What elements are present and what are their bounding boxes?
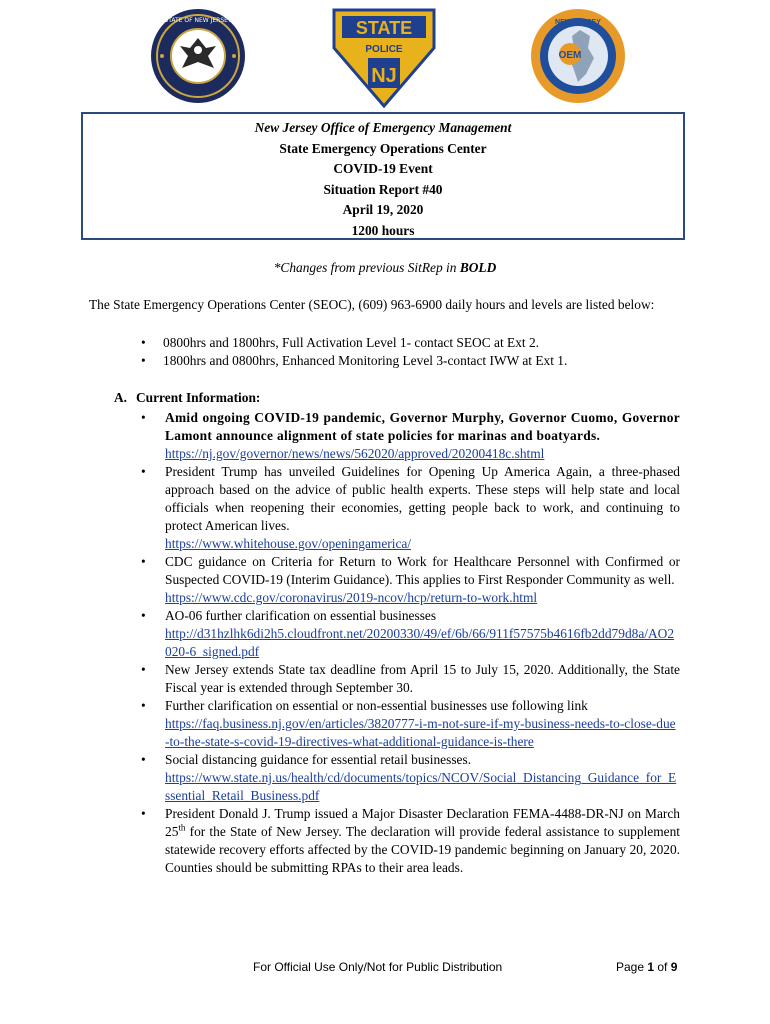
hours-list	[141, 334, 683, 370]
bold-word: BOLD	[459, 260, 497, 275]
item-text: President Trump has unveiled Guidelines for Opening Up America Again, a three-phased approach based on the advice of public health experts. These steps will help state and local officials when reopening their economies, getting people back to work, and continuing to protect American lives.	[165, 464, 680, 533]
seal-text: STATE OF NEW JERSEY	[164, 17, 232, 24]
bullet-icon: •	[141, 698, 146, 713]
bullet-icon: •	[141, 353, 146, 368]
badge-state-text: STATE	[355, 18, 413, 38]
changes-note: *Changes from previous SitRep in BOLD	[273, 260, 497, 275]
bullet-icon: •	[141, 410, 146, 425]
header-center: State Emergency Operations Center	[279, 140, 487, 156]
item-link[interactable]: https://www.whitehouse.gov/openingamerica/	[165, 536, 412, 551]
list-item	[141, 697, 680, 751]
item-link[interactable]: https://www.cdc.gov/coronavirus/2019-ncov/hcp/return-to-work.html	[165, 590, 538, 605]
header-event: COVID-19 Event	[333, 161, 433, 177]
item-link[interactable]: http://d31hzlhk6di2h5.cloudfront.net/20200330/49/ef/6b/66/911f57575b4616fb2dd79d8a/AO2020-6_signed.pdf	[165, 626, 675, 659]
bullet-icon: •	[141, 806, 146, 821]
item-text: Amid ongoing COVID-19 pandemic, Governor Murphy, Governor Cuomo, Governor Lamont announce alignment of state policies for marinas and boatyards.	[165, 410, 680, 443]
bullet-icon: •	[141, 464, 146, 479]
bullet-icon: •	[141, 335, 146, 350]
section-heading: A. Current Information:	[114, 390, 261, 405]
header-report-number: Situation Report #40	[323, 181, 443, 197]
oem-state-text: NEW JERSEY	[555, 19, 601, 26]
page-number: Page 1 of 9	[616, 960, 678, 974]
list-item	[141, 751, 680, 805]
item-text: AO-06 further clarification on essential businesses	[165, 608, 437, 623]
badge-police-text: POLICE	[365, 44, 403, 55]
list-item	[141, 661, 680, 697]
state-police-badge-logo	[332, 8, 436, 108]
badge-nj-text: NJ	[371, 65, 397, 87]
page-footer	[0, 960, 770, 980]
list-item	[141, 607, 680, 661]
item-text: President Donald J. Trump issued a Major Disaster Declaration FEMA-4488-DR-NJ on March 25th for the State of New Jersey. The declaration will provide federal assistance to supplement statewide recovery efforts affected by the COVID-19 pandemic beginning on January 20, 2020. Counties should be submitting RPAs to their area leads.	[165, 806, 680, 875]
item-link[interactable]: https://faq.business.nj.gov/en/articles/3820777-i-m-not-sure-if-my-business-needs-to-close-due-to-the-state-s-covid-19-directives-what-additional-guidance-is-there	[165, 716, 676, 749]
report-header-box	[81, 112, 685, 240]
header-time: 1200 hours	[351, 222, 415, 238]
list-item: • 0800hrs and 1800hrs, Full Activation Level 1- contact SEOC at Ext 2.	[141, 335, 539, 350]
current-information-list	[141, 409, 680, 877]
item-text: CDC guidance on Criteria for Return to Work for Healthcare Personnel with Confirmed or Suspected COVID-19 (Interim Guidance). This applies to First Responder Community as well.	[165, 554, 680, 587]
footer-distribution-notice: For Official Use Only/Not for Public Distribution	[253, 960, 503, 974]
list-item	[141, 805, 680, 877]
oem-text: OEM	[558, 50, 582, 61]
list-item	[141, 553, 680, 607]
item-link[interactable]: https://www.state.nj.us/health/cd/documents/topics/NCOV/Social_Distancing_Guidance_for_Essential_Retail_Business.pdf	[165, 770, 677, 803]
intro-paragraph: The State Emergency Operations Center (SEOC), (609) 963-6900 daily hours and levels are listed below:	[89, 297, 655, 312]
bullet-icon: •	[141, 608, 146, 623]
list-item: • 1800hrs and 0800hrs, Enhanced Monitoring Level 3-contact IWW at Ext 1.	[141, 353, 568, 368]
item-link[interactable]: https://nj.gov/governor/news/news/562020/approved/20200418c.shtml	[165, 446, 545, 461]
list-item	[141, 409, 680, 463]
bullet-icon: •	[141, 662, 146, 677]
bullet-icon: •	[141, 752, 146, 767]
bullet-icon: •	[141, 554, 146, 569]
header-date: April 19, 2020	[342, 202, 424, 218]
item-text: Social distancing guidance for essential retail businesses.	[165, 752, 472, 767]
oem-seal-logo	[530, 8, 626, 104]
item-text: New Jersey extends State tax deadline from April 15 to July 15, 2020. Additionally, the State Fiscal year is extended through September 30.	[165, 662, 680, 695]
list-item	[141, 463, 680, 553]
state-seal-logo	[150, 8, 246, 104]
item-text: Further clarification on essential or non-essential businesses use following link	[165, 698, 588, 713]
header-agency: New Jersey Office of Emergency Management	[254, 120, 512, 135]
